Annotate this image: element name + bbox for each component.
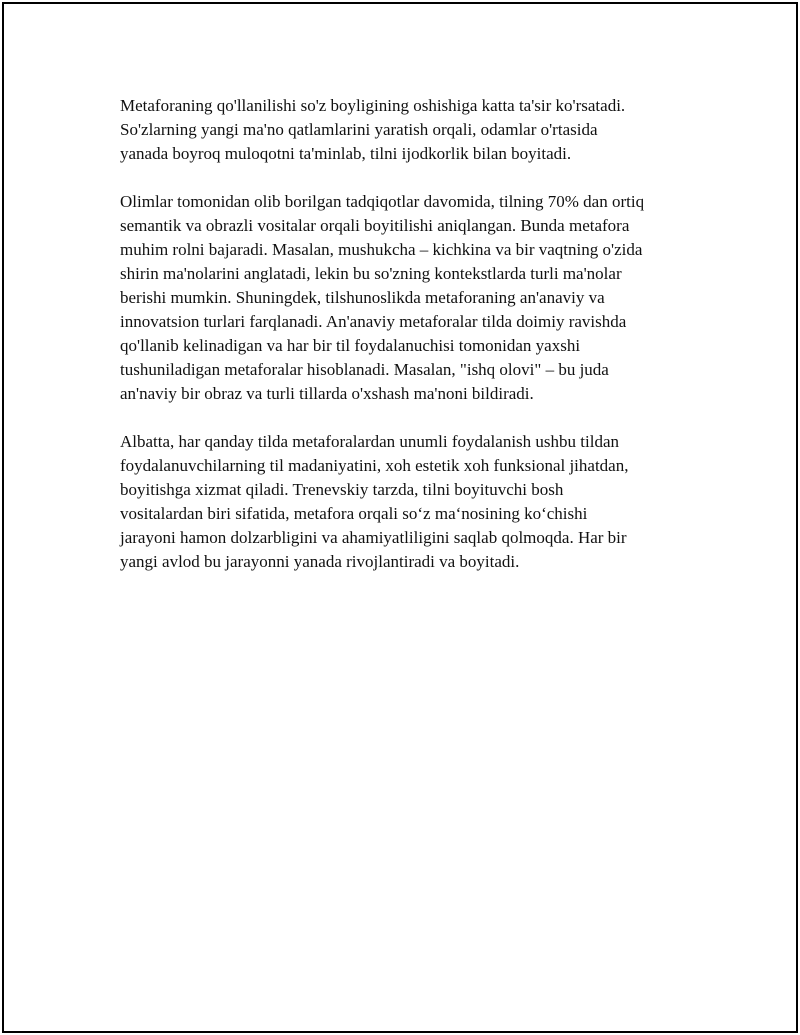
paragraph-1 (120, 94, 700, 166)
document-body (120, 94, 700, 598)
document-page (2, 2, 798, 1033)
text-line: Olimlar tomonidan olib borilgan tadqiqotlar davomida, tilning 70% dan ortiq (120, 192, 645, 211)
text-line: yanada boyroq muloqotni ta'minlab, tilni ijodkorlik bilan boyitadi. (120, 144, 572, 163)
text-line: muhim rolni bajaradi. Masalan, mushukcha – kichkina va bir vaqtning o'zida (120, 240, 643, 259)
text-line: an'naviy bir obraz va turli tillarda o'xshash ma'noni bildiradi. (120, 384, 534, 403)
text-line: Albatta, har qanday tilda metaforalardan unumli foydalanish ushbu tildan (120, 432, 619, 451)
text-line: foydalanuvchilarning til madaniyatini, xoh estetik xoh funksional jihatdan, (120, 456, 629, 475)
text-line: innovatsion turlari farqlanadi. An'anaviy metaforalar tilda doimiy ravishda (120, 312, 627, 331)
paragraph-2 (120, 190, 700, 406)
text-line: So'zlarning yangi ma'no qatlamlarini yaratish orqali, odamlar o'rtasida (120, 120, 598, 139)
paragraph-3 (120, 430, 700, 574)
text-line: tushuniladigan metaforalar hisoblanadi. Masalan, "ishq olovi" – bu juda (120, 360, 609, 379)
text-line: qo'llanib kelinadigan va har bir til foydalanuchisi tomonidan yaxshi (120, 336, 581, 355)
text-line: vositalardan biri sifatida, metafora orqali so‘z ma‘nosining ko‘chishi (120, 504, 588, 523)
text-line: berishi mumkin. Shuningdek, tilshunoslikda metaforaning an'anaviy va (120, 288, 605, 307)
text-line: semantik va obrazli vositalar orqali boyitilishi aniqlangan. Bunda metafora (120, 216, 630, 235)
text-line: shirin ma'nolarini anglatadi, lekin bu so'zning kontekstlarda turli ma'nolar (120, 264, 622, 283)
text-line: jarayoni hamon dolzarbligini va ahamiyatliligini saqlab qolmoqda. Har bir (120, 528, 627, 547)
text-line: boyitishga xizmat qiladi. Trenevskiy tarzda, tilni boyituvchi bosh (120, 480, 564, 499)
text-line: Metaforaning qo'llanilishi so'z boyligining oshishiga katta ta'sir ko'rsatadi. (120, 96, 626, 115)
text-line: yangi avlod bu jarayonni yanada rivojlantiradi va boyitadi. (120, 552, 520, 571)
